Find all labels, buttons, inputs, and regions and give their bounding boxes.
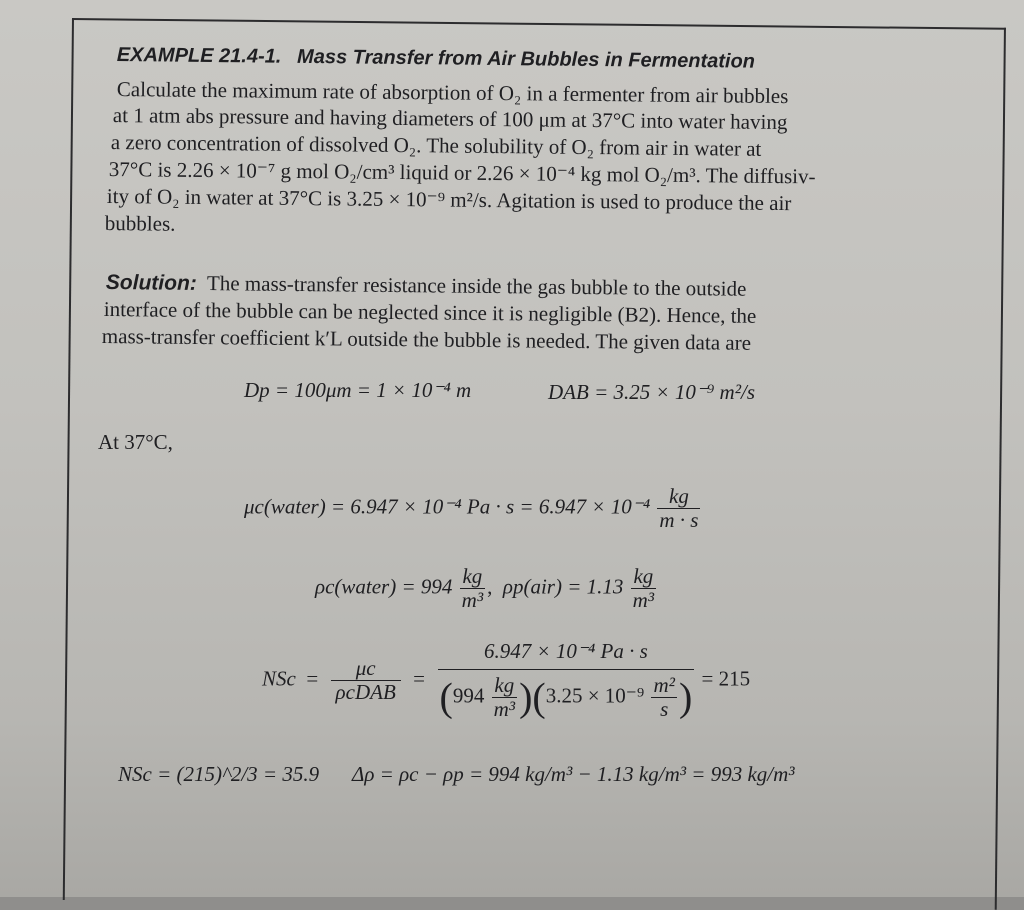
- density-eq: ρc(water) = 994 $\frac{kg}{\text{m³}}$ , ρp(air) = 1.13 $\frac{kg}{\text{m³}}$: [315, 564, 655, 613]
- nsc-fraction-2-den: [438, 670, 695, 721]
- paren-close-1: ): [519, 674, 533, 720]
- nsc-power-eq: NSc = (215)^2/3 = 35.9: [118, 762, 320, 786]
- nsc-rho-unit-num: kg: [492, 674, 517, 698]
- nsc-diffusivity-unit: [651, 674, 676, 721]
- at-temperature-label: At 37°C,: [98, 430, 173, 454]
- water-density-unit: [460, 565, 485, 612]
- example-number: EXAMPLE 21.4-1.: [116, 43, 282, 68]
- viscosity-eq: [244, 485, 702, 532]
- problem-line-2: at 1 atm abs pressure and having diameters of 100 μm at 37°C into water having: [112, 103, 788, 135]
- nsc-lhs: NSc: [262, 666, 296, 691]
- nsc-diffusivity-unit-den: s: [660, 697, 669, 722]
- air-density-unit: [631, 565, 656, 612]
- nsc-fraction-2: [438, 640, 695, 721]
- problem-line-1: Calculate the maximum rate of absorption of O₂ in a fermenter from air bubbles: [116, 77, 789, 109]
- nsc-result: = 215: [701, 666, 751, 691]
- viscosity-unit-fraction: [657, 485, 700, 532]
- solution-line-2: interface of the bubble can be neglected since it is negligible (B2). Hence, the: [103, 297, 757, 328]
- solution-line-3: mass-transfer coefficient k′L outside the bubble is needed. The given data are: [101, 324, 752, 355]
- air-density-unit-num: kg: [631, 565, 656, 589]
- nsc-fraction-1-den: ρcDAB: [335, 680, 396, 705]
- problem-line-3: a zero concentration of dissolved O₂. The solubility of O₂ from air in water at: [110, 130, 762, 161]
- water-density-lhs: ρc(water) = 994: [315, 574, 453, 599]
- solution-text-1: The mass-transfer resistance inside the gas bubble to the outside: [206, 271, 747, 301]
- paren-close-2: ): [678, 674, 693, 720]
- solution-label: Solution:: [105, 270, 197, 295]
- air-density-lhs: ρp(air) = 1.13: [502, 574, 624, 599]
- problem-line-4: 37°C is 2.26 × 10⁻⁷ g mol O₂/cm³ liquid or 2.26 × 10⁻⁴ kg mol O₂/m³. The diffusiv-: [108, 157, 816, 189]
- particle-diameter-eq: Dp = 100μm = 1 × 10⁻⁴ m: [244, 378, 472, 402]
- viscosity-lhs: μc(water) = 6.947 × 10⁻⁴ Pa · s = 6.947 × 10⁻⁴: [244, 494, 651, 519]
- density-difference-eq: Δρ = ρc − ρp = 994 kg/m³ − 1.13 kg/m³ = 993 kg/m³: [352, 762, 795, 786]
- nsc-diffusivity-unit-num: m²: [653, 673, 675, 698]
- nsc-diffusivity-value: 3.25 × 10⁻⁹: [545, 683, 645, 708]
- nsc-fraction-2-num: 6.947 × 10⁻⁴ Pa · s: [438, 640, 695, 670]
- nsc-fraction-1-num: μc: [331, 657, 401, 681]
- problem-line-5: ity of O₂ in water at 37°C is 3.25 × 10⁻⁹ m²/s. Agitation is used to produce the air: [106, 184, 792, 216]
- water-density-unit-den: m³: [461, 588, 484, 613]
- nsc-rho-unit-den: m³: [493, 697, 516, 722]
- nsc-rho-unit: [492, 674, 517, 721]
- solution-line-1: [106, 270, 747, 302]
- nsc-fraction-1: [331, 657, 401, 704]
- schmidt-number-eq: NSc = $\frac{\mu c}{\text{ρcDAB}}$ = 6.947 × 10⁻⁴ Pa · s (994 $\frac{kg}{\text{m³}}$ )(3.25 × 10⁻⁹ $\frac{\text{m²}}{s}$ ) = 215: [262, 639, 751, 722]
- example-title: Mass Transfer from Air Bubbles in Fermentation: [297, 45, 756, 73]
- water-density-unit-num: kg: [460, 565, 485, 589]
- viscosity-unit-num: kg: [657, 485, 700, 509]
- paren-open-1: (: [439, 674, 453, 720]
- viscosity-unit-den: m · s: [659, 508, 699, 533]
- problem-line-6: bubbles.: [104, 211, 176, 236]
- paren-open-2: (: [532, 674, 546, 720]
- example-heading: [117, 42, 755, 74]
- air-density-unit-den: m³: [632, 588, 655, 613]
- nsc-rho-value: 994: [452, 683, 485, 708]
- diffusivity-eq: DAB = 3.25 × 10⁻⁹ m²/s: [548, 380, 756, 404]
